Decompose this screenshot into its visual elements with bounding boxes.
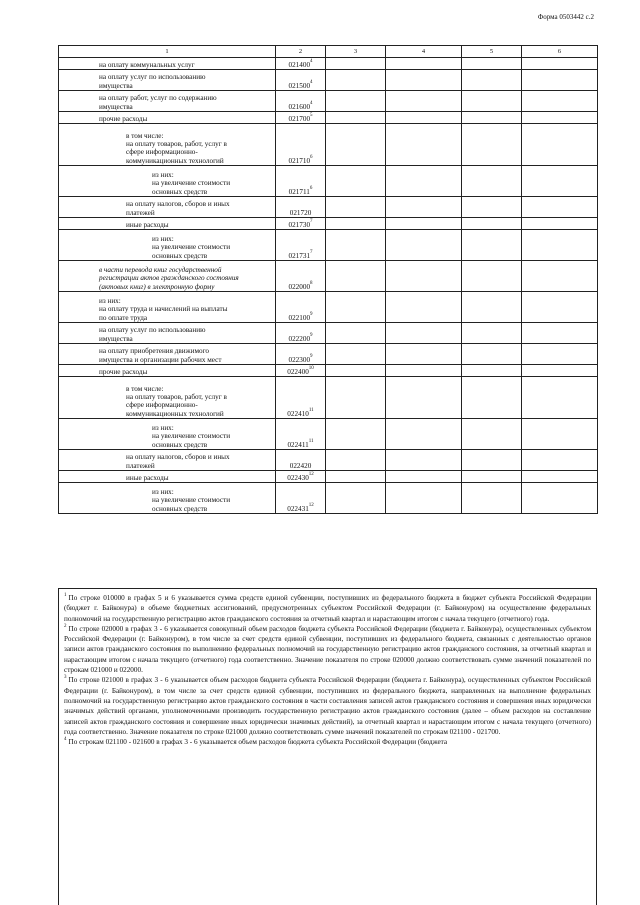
table-row — [59, 58, 598, 70]
value-cell — [462, 261, 522, 292]
footnote-mark: 4 — [64, 737, 67, 743]
value-cell — [326, 70, 386, 91]
row-label — [59, 197, 276, 218]
row-label-text: на оплату налогов, сборов и иных платежей — [126, 453, 230, 470]
table-row — [59, 166, 598, 197]
value-cell — [522, 230, 598, 261]
row-code — [276, 91, 326, 112]
value-cell — [462, 450, 522, 471]
value-cell — [522, 365, 598, 377]
value-cell — [522, 91, 598, 112]
table-row — [59, 344, 598, 365]
table-row — [59, 377, 598, 419]
value-cell — [462, 419, 522, 450]
footnote-ref: 10 — [308, 365, 314, 371]
row-label-text: иные расходы — [126, 473, 169, 482]
row-code-text: 021730 — [288, 220, 311, 229]
value-cell — [386, 471, 462, 483]
row-code — [276, 70, 326, 91]
value-cell — [462, 197, 522, 218]
row-label-text: на оплату услуг по использованию имущества — [99, 326, 206, 343]
table-row — [59, 483, 598, 514]
row-code-text: 021700 — [288, 114, 311, 123]
value-cell — [462, 91, 522, 112]
value-cell — [326, 218, 386, 230]
value-cell — [462, 377, 522, 419]
row-code — [276, 365, 326, 377]
row-code-text: 022411 — [287, 440, 309, 449]
value-cell — [326, 483, 386, 514]
row-code-text: 022100 — [288, 313, 311, 322]
row-code — [276, 261, 326, 292]
value-cell — [462, 344, 522, 365]
value-cell — [462, 58, 522, 70]
table-row — [59, 471, 598, 483]
footnote-ref: 4 — [310, 100, 313, 106]
row-label — [59, 230, 276, 261]
form-code: Форма 0503442 с.2 — [537, 13, 594, 21]
footnote-ref: 4 — [310, 58, 313, 64]
value-cell — [326, 471, 386, 483]
row-code — [276, 450, 326, 471]
value-cell — [462, 483, 522, 514]
value-cell — [386, 91, 462, 112]
row-code — [276, 112, 326, 124]
value-cell — [462, 292, 522, 323]
row-code — [276, 419, 326, 450]
value-cell — [386, 323, 462, 344]
value-cell — [326, 419, 386, 450]
footnote-ref: 8 — [310, 280, 313, 286]
footnote-ref: 11 — [308, 407, 314, 413]
value-cell — [326, 292, 386, 323]
value-cell — [462, 166, 522, 197]
value-cell — [326, 91, 386, 112]
footnote — [64, 624, 591, 675]
footnote-mark: 3 — [64, 675, 67, 681]
row-label — [59, 292, 276, 323]
value-cell — [522, 483, 598, 514]
row-code-text: 021710 — [288, 156, 311, 165]
column-header: 6 — [522, 46, 598, 58]
row-label — [59, 483, 276, 514]
row-label-text: из них: на оплату труда и начислений на выплаты по оплате труда — [99, 297, 228, 322]
row-code-text: 022400 — [287, 367, 309, 376]
row-code — [276, 471, 326, 483]
row-label — [59, 91, 276, 112]
value-cell — [522, 292, 598, 323]
row-code — [276, 230, 326, 261]
row-label-text: в том числе: на оплату товаров, работ, услуг в сфере информационно- коммуникационных технологий — [126, 131, 227, 165]
table-row — [59, 419, 598, 450]
row-code — [276, 58, 326, 70]
row-label-text: из них: на увеличение стоимости основных средств — [152, 488, 231, 513]
footnote-ref: 5 — [310, 112, 313, 118]
value-cell — [326, 261, 386, 292]
value-cell — [522, 377, 598, 419]
value-cell — [522, 323, 598, 344]
footnote-text: По строке 010000 в графах 5 и 6 указывается сумма средств единой субвенции, поступивших из федерального бюджета в бюджет субъекта Российской Федерации (бюджет г. Байконура) в объеме бюджетных ассигнований, предусмотренных субъектом Российской Федерации (г. Байконуром) на осуществление федеральных полномочий на государственную регистрацию актов гражданского состояния за отчетный квартал и нарастающим итогом с начала текущего (отчетного) года. — [64, 594, 591, 623]
value-cell — [386, 58, 462, 70]
column-header: 5 — [462, 46, 522, 58]
footnote-ref: 9 — [310, 311, 313, 317]
footnote-text: По строке 020000 в графах 3 - 6 указывается совокупный объем расходов бюджета субъекта Российской Федерации (бюджета г. Байконура), осуществленных субъектом Российской Федерации (г. Байконуром), в том числе за счет средств единой субвенции, поступивших из федерального бюджета, связанных с деятельностью органов записи актов гражданского состояния по выполнению федеральных полномочий на государственную регистрацию актов гражданского состояния, за отчетный квартал и нарастающим итогом с начала текущего (отчетного) года соответственно. Значение показателя по строке 020000 должно соответствовать сумме значений показателей по строкам 021000 и 022000. — [64, 624, 591, 675]
table-row — [59, 197, 598, 218]
value-cell — [386, 292, 462, 323]
table-row — [59, 124, 598, 166]
value-cell — [326, 450, 386, 471]
value-cell — [522, 471, 598, 483]
value-cell — [462, 323, 522, 344]
row-label-text: в том числе: на оплату товаров, работ, услуг в сфере информационно- коммуникационных технологий — [126, 384, 227, 418]
value-cell — [326, 377, 386, 419]
value-cell — [386, 197, 462, 218]
footnote-ref: 12 — [308, 471, 314, 477]
footnote-ref: 4 — [310, 79, 313, 85]
value-cell — [522, 261, 598, 292]
row-label — [59, 166, 276, 197]
value-cell — [386, 365, 462, 377]
column-header: 4 — [386, 46, 462, 58]
value-cell — [386, 218, 462, 230]
footnotes — [58, 588, 597, 905]
column-header: 2 — [276, 46, 326, 58]
table-row — [59, 323, 598, 344]
row-label — [59, 218, 276, 230]
footnote — [64, 737, 591, 747]
value-cell — [386, 450, 462, 471]
value-cell — [462, 70, 522, 91]
row-label-text: на оплату приобретения движимого имущества и организации рабочих мест — [99, 347, 222, 364]
value-cell — [462, 365, 522, 377]
row-label — [59, 124, 276, 166]
row-label-text: в части перевода книг государственной регистрации актов гражданского состояния (актовых книг) в электронную форму — [99, 266, 239, 291]
row-code-text: 022430 — [287, 473, 309, 482]
row-label-text: из них: на увеличение стоимости основных средств — [152, 235, 231, 260]
column-header: 1 — [59, 46, 276, 58]
value-cell — [522, 419, 598, 450]
footnote-mark: 2 — [64, 623, 67, 629]
value-cell — [522, 344, 598, 365]
value-cell — [462, 124, 522, 166]
row-label-text: на оплату налогов, сборов и иных платежей — [126, 200, 230, 217]
row-label — [59, 471, 276, 483]
value-cell — [386, 483, 462, 514]
value-cell — [326, 323, 386, 344]
row-code-text: 022000 — [288, 282, 311, 291]
footnote-ref: 7 — [310, 218, 313, 224]
value-cell — [326, 58, 386, 70]
value-cell — [386, 230, 462, 261]
value-cell — [386, 377, 462, 419]
value-cell — [462, 230, 522, 261]
value-cell — [326, 197, 386, 218]
row-label-text: на оплату работ, услуг по содержанию имущества — [99, 94, 217, 111]
value-cell — [386, 124, 462, 166]
value-cell — [522, 166, 598, 197]
row-label-text: иные расходы — [126, 220, 169, 229]
row-label — [59, 70, 276, 91]
footnote-ref: 7 — [310, 249, 313, 255]
footnote-ref: 9 — [310, 353, 313, 359]
table-row — [59, 218, 598, 230]
row-label-text: прочие расходы — [99, 367, 148, 376]
value-cell — [522, 70, 598, 91]
value-cell — [522, 124, 598, 166]
footnote-mark: 1 — [64, 593, 67, 598]
row-code-text: 021731 — [288, 251, 311, 260]
value-cell — [326, 124, 386, 166]
footnote-ref: 9 — [310, 332, 313, 338]
row-label — [59, 323, 276, 344]
row-label — [59, 112, 276, 124]
row-label — [59, 344, 276, 365]
footnote — [64, 593, 591, 624]
column-header: 3 — [326, 46, 386, 58]
row-label — [59, 58, 276, 70]
value-cell — [522, 218, 598, 230]
row-code — [276, 124, 326, 166]
row-label-text: прочие расходы — [99, 114, 148, 123]
value-cell — [386, 112, 462, 124]
row-code-text: 022431 — [287, 504, 309, 513]
row-label-text: из них: на увеличение стоимости основных средств — [152, 424, 231, 449]
row-label — [59, 419, 276, 450]
value-cell — [522, 58, 598, 70]
value-cell — [386, 344, 462, 365]
value-cell — [386, 70, 462, 91]
value-cell — [326, 112, 386, 124]
value-cell — [386, 419, 462, 450]
table-row — [59, 91, 598, 112]
table-row — [59, 292, 598, 323]
value-cell — [522, 112, 598, 124]
table-row — [59, 365, 598, 377]
value-cell — [326, 344, 386, 365]
row-code-text: 021500 — [288, 81, 311, 90]
row-label — [59, 365, 276, 377]
footnote-ref: 6 — [310, 154, 313, 160]
row-code — [276, 323, 326, 344]
table-row — [59, 261, 598, 292]
footnote-text: По строке 021000 в графах 3 - 6 указывается объем расходов бюджета субъекта Российской Федерации (бюджета г. Байконура), осуществленных субъектом Российской Федерации (г. Байконуром), в том числе за счет средств единой субвенции, поступивших из федерального бюджета, направленных на выполнение федеральных полномочий на государственную регистрацию актов гражданского состояния в части составления записей актов гражданского состояния и совершения иных юридически значимых действий органами, уполномоченными производить государственную регистрацию актов гражданского состояния (далее – объем расходов на составление записей актов гражданского состояния и совершение иных юридически значимых действий), за отчетный квартал и нарастающим итогом с начала текущего (отчетного) года соответственно. Значение показателя по строке 021000 должно соответствовать сумме значений показателей по строкам 021100 - 021700. — [64, 676, 591, 736]
table-row — [59, 70, 598, 91]
row-code-text: 021720 — [289, 208, 312, 217]
row-code-text: 021711 — [288, 187, 310, 196]
value-cell — [462, 218, 522, 230]
column-number-row — [59, 46, 598, 58]
footnote — [64, 675, 591, 737]
row-code-text: 022410 — [287, 409, 309, 418]
row-code — [276, 483, 326, 514]
value-cell — [326, 365, 386, 377]
row-label — [59, 261, 276, 292]
row-code-text: 022420 — [289, 461, 312, 470]
row-label — [59, 377, 276, 419]
row-label-text: на оплату коммунальных услуг — [99, 60, 195, 69]
expenditure-table — [58, 45, 598, 514]
footnote-text: По строкам 021100 - 021600 в графах 3 - 6 указывается объем расходов бюджета субъекта Российской Федерации (бюджета — [68, 738, 448, 747]
row-code — [276, 166, 326, 197]
table-row — [59, 112, 598, 124]
value-cell — [386, 166, 462, 197]
footnote-ref: 6 — [309, 185, 313, 191]
value-cell — [386, 261, 462, 292]
row-label-text: на оплату услуг по использованию имущества — [99, 73, 206, 90]
value-cell — [522, 197, 598, 218]
row-code — [276, 377, 326, 419]
value-cell — [462, 471, 522, 483]
row-code-text: 021400 — [288, 60, 311, 69]
footnote-ref: 11 — [308, 438, 314, 444]
row-code — [276, 344, 326, 365]
row-label — [59, 450, 276, 471]
row-code — [276, 292, 326, 323]
footnote-ref: 12 — [308, 502, 314, 508]
row-code — [276, 197, 326, 218]
table-row — [59, 450, 598, 471]
value-cell — [326, 230, 386, 261]
row-code-text: 022300 — [288, 355, 311, 364]
row-code-text: 021600 — [288, 102, 311, 111]
table-row — [59, 230, 598, 261]
value-cell — [462, 112, 522, 124]
row-code — [276, 218, 326, 230]
row-code-text: 022200 — [288, 334, 311, 343]
value-cell — [522, 450, 598, 471]
row-label-text: из них: на увеличение стоимости основных средств — [152, 171, 231, 196]
value-cell — [326, 166, 386, 197]
